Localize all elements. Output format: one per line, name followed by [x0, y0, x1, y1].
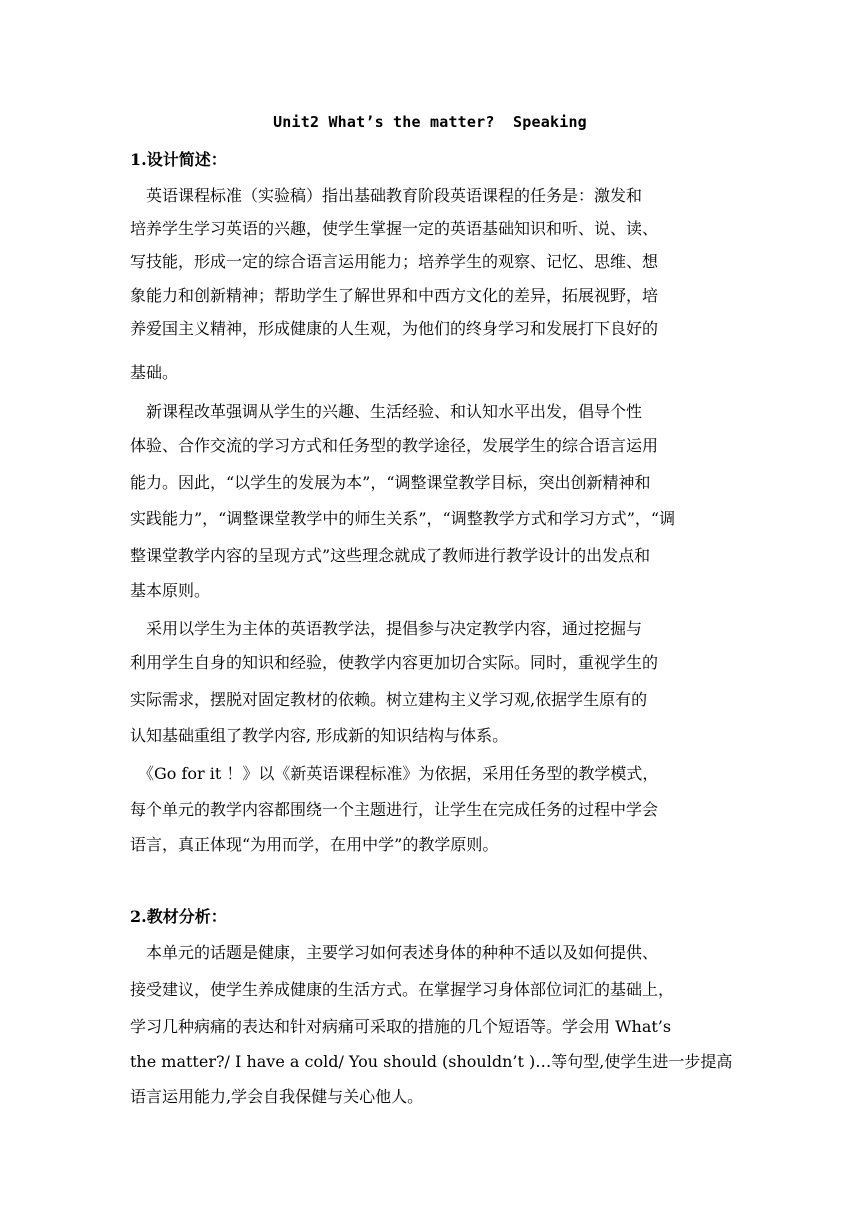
section-1-line: 每个单元的教学内容都围绕一个主题进行，让学生在完成任务的过程中学会	[130, 800, 659, 819]
section-2-heading: 2.教材分析：	[130, 907, 227, 926]
section-1-line: 采用以学生为主体的英语教学法，提倡参与决定教学内容，通过挖掘与	[130, 619, 643, 638]
section-1-line: 体验、合作交流的学习方式和任务型的教学途径，发展学生的综合语言运用	[130, 436, 659, 455]
section-1-line: 能力。因此，“以学生的发展为本”，“调整课堂教学目标，突出创新精神和	[130, 473, 651, 492]
section-1-line: 实际需求，摆脱对固定教材的依赖。树立建构主义学习观,依据学生原有的	[130, 690, 648, 709]
section-1-line: 养爱国主义精神，形成健康的人生观，为他们的终身学习和发展打下良好的	[130, 319, 659, 338]
document-title: Unit2 What’s the matter? Speaking	[273, 113, 587, 131]
section-1-heading: 1.设计简述：	[130, 150, 227, 169]
section-2-line: 学习几种病痛的表达和针对病痛可采取的措施的几个短语等。学会用 What’s	[130, 1017, 672, 1036]
section-1-line: 基础。	[130, 363, 179, 382]
section-1-line: 培养学生学习英语的兴趣，使学生掌握一定的英语基础知识和听、说、读、	[130, 219, 659, 238]
section-1-line: 利用学生自身的知识和经验，使教学内容更加切合实际。同时，重视学生的	[130, 653, 659, 672]
section-1-line: 《Go for it ！》以《新英语课程标准》为依据，采用任务型的教学模式，	[130, 764, 659, 783]
section-1-line: 象能力和创新精神；帮助学生了解世界和中西方文化的差异，拓展视野，培	[130, 286, 659, 305]
section-2-line: 本单元的话题是健康，主要学习如何表述身体的种种不适以及如何提供、	[130, 943, 659, 962]
section-1-line: 基本原则。	[130, 581, 211, 600]
section-1-line: 写技能，形成一定的综合语言运用能力；培养学生的观察、记忆、思维、想	[130, 252, 659, 271]
section-1-line: 英语课程标准（实验稿）指出基础教育阶段英语课程的任务是：激发和	[130, 186, 643, 205]
section-2-line: the matter?/ I have a cold/ You should (shouldn’t )…等句型,使学生进一步提高	[130, 1052, 733, 1071]
section-2-line: 接受建议，使学生养成健康的生活方式。在掌握学习身体部位词汇的基础上，	[130, 980, 675, 999]
section-1-line: 整课堂教学内容的呈现方式”这些理念就成了教师进行教学设计的出发点和	[130, 546, 651, 565]
section-2-line: 语言运用能力,学会自我保健与关心他人。	[130, 1087, 424, 1106]
section-1-line: 语言，真正体现“为用而学，在用中学”的教学原则。	[130, 835, 499, 854]
section-1-line: 认知基础重组了教学内容, 形成新的知识结构与体系。	[130, 726, 509, 745]
section-1-line: 实践能力”，“调整课堂教学中的师生关系”，“调整教学方式和学习方式”，“调	[130, 509, 676, 528]
section-1-line: 新课程改革强调从学生的兴趣、生活经验、和认知水平出发，倡导个性	[130, 402, 643, 421]
